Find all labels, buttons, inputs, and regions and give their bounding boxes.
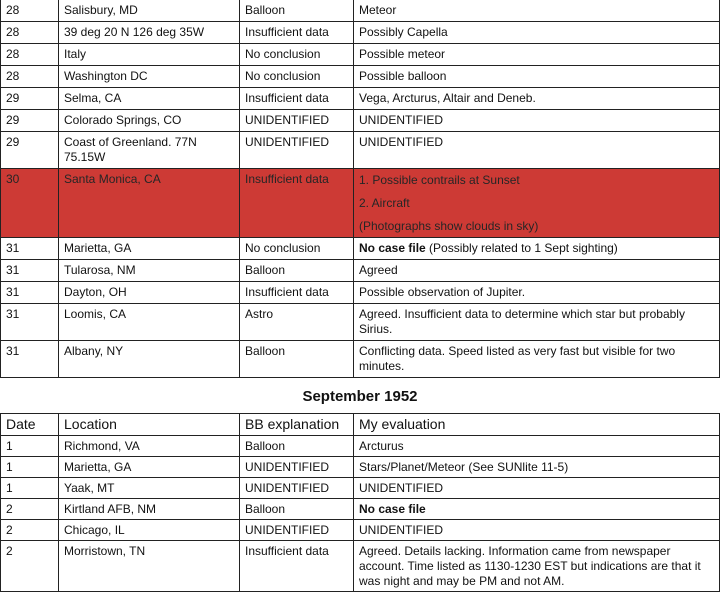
table-row (1, 88, 720, 110)
cell-bb-explanation: No conclusion (240, 238, 354, 260)
table-row (1, 260, 720, 282)
table-row (1, 457, 720, 478)
cell-date: 30 (1, 169, 59, 238)
cell-date: 2 (1, 520, 59, 541)
cell-location: Dayton, OH (59, 282, 240, 304)
cell-my-evaluation (354, 541, 720, 592)
evaluation-line: 1. Possible contrails at Sunset (359, 173, 520, 187)
cell-date: 28 (1, 0, 59, 22)
cell-my-evaluation (354, 0, 720, 22)
month-heading: September 1952 (302, 388, 418, 405)
cell-location: Chicago, IL (59, 520, 240, 541)
cell-date: 29 (1, 132, 59, 169)
evaluation-line: (Photographs show clouds in sky) (359, 219, 539, 233)
cell-location: Salisbury, MD (59, 0, 240, 22)
cell-date: 31 (1, 341, 59, 378)
cell-date: 1 (1, 457, 59, 478)
cell-my-evaluation (354, 436, 720, 457)
cell-date: 31 (1, 238, 59, 260)
cell-location: Kirtland AFB, NM (59, 499, 240, 520)
cell-my-evaluation (354, 238, 720, 260)
cell-bb-explanation: Balloon (240, 260, 354, 282)
cell-my-evaluation (354, 260, 720, 282)
cell-my-evaluation (354, 110, 720, 132)
cell-my-evaluation (354, 282, 720, 304)
cell-bb-explanation: No conclusion (240, 66, 354, 88)
cell-bb-explanation: Balloon (240, 0, 354, 22)
header-date: Date (1, 414, 59, 436)
evaluation-text: Possible observation of Jupiter. (359, 285, 526, 299)
cell-my-evaluation (354, 457, 720, 478)
cell-bb-explanation: No conclusion (240, 44, 354, 66)
table-row (1, 282, 720, 304)
cell-bb-explanation: Astro (240, 304, 354, 341)
evaluation-bold-text: No case file (359, 502, 426, 516)
table-row (1, 44, 720, 66)
cell-date: 29 (1, 110, 59, 132)
cell-location: Richmond, VA (59, 436, 240, 457)
evaluation-text: UNIDENTIFIED (359, 481, 443, 495)
evaluation-text: Possible balloon (359, 69, 447, 83)
cell-my-evaluation (354, 66, 720, 88)
cell-date: 31 (1, 304, 59, 341)
cell-bb-explanation: Balloon (240, 499, 354, 520)
header-bb-explanation: BB explanation (240, 414, 354, 436)
evaluation-text: UNIDENTIFIED (359, 523, 443, 537)
cell-bb-explanation: UNIDENTIFIED (240, 457, 354, 478)
evaluation-text: Agreed. Details lacking. Information came from newspaper account. Time listed as 1130-1230 EST but indications are that it was night and may be PM and not AM. (359, 544, 701, 588)
cell-location: Italy (59, 44, 240, 66)
cell-date: 28 (1, 66, 59, 88)
cell-location: Marietta, GA (59, 457, 240, 478)
evaluation-text: Possibly Capella (359, 25, 448, 39)
evaluation-line: 2. Aircraft (359, 196, 410, 210)
cell-my-evaluation (354, 341, 720, 378)
cell-bb-explanation: UNIDENTIFIED (240, 478, 354, 499)
cell-location: Yaak, MT (59, 478, 240, 499)
cell-date: 28 (1, 22, 59, 44)
table-row (1, 132, 720, 169)
table-row (1, 304, 720, 341)
cell-my-evaluation (354, 304, 720, 341)
september-sightings-table (0, 413, 720, 592)
cell-my-evaluation (354, 478, 720, 499)
cell-bb-explanation: UNIDENTIFIED (240, 520, 354, 541)
cell-my-evaluation (354, 520, 720, 541)
cell-bb-explanation: Insufficient data (240, 22, 354, 44)
evaluation-text: UNIDENTIFIED (359, 113, 443, 127)
cell-location: Selma, CA (59, 88, 240, 110)
cell-bb-explanation: Insufficient data (240, 88, 354, 110)
cell-date: 31 (1, 282, 59, 304)
evaluation-text: Arcturus (359, 439, 404, 453)
cell-location: Washington DC (59, 66, 240, 88)
cell-bb-explanation: Insufficient data (240, 169, 354, 238)
evaluation-text: UNIDENTIFIED (359, 135, 443, 149)
cell-my-evaluation (354, 88, 720, 110)
cell-location: Marietta, GA (59, 238, 240, 260)
table-row (1, 169, 720, 238)
cell-my-evaluation (354, 169, 720, 238)
cell-date: 28 (1, 44, 59, 66)
evaluation-text: Vega, Arcturus, Altair and Deneb. (359, 91, 536, 105)
evaluation-bold-text: No case file (359, 241, 426, 255)
cell-my-evaluation (354, 132, 720, 169)
table-row (1, 541, 720, 592)
evaluation-text: Meteor (359, 3, 397, 17)
cell-my-evaluation (354, 44, 720, 66)
evaluation-text: Agreed (359, 263, 398, 277)
cell-my-evaluation (354, 499, 720, 520)
evaluation-text: Stars/Planet/Meteor (See SUNlite 11-5) (359, 460, 569, 474)
evaluation-text: (Possibly related to 1 Sept sighting) (425, 241, 618, 255)
header-location: Location (59, 414, 240, 436)
cell-bb-explanation: Insufficient data (240, 541, 354, 592)
table-header-row (1, 414, 720, 436)
cell-location: Albany, NY (59, 341, 240, 378)
cell-bb-explanation: Balloon (240, 341, 354, 378)
cell-location: Tularosa, NM (59, 260, 240, 282)
evaluation-text: Conflicting data. Speed listed as very fast but visible for two minutes. (359, 344, 676, 373)
table-row (1, 0, 720, 22)
cell-location: Coast of Greenland. 77N 75.15W (59, 132, 240, 169)
cell-date: 1 (1, 478, 59, 499)
cell-location: Morristown, TN (59, 541, 240, 592)
cell-date: 31 (1, 260, 59, 282)
cell-location: Loomis, CA (59, 304, 240, 341)
table-row (1, 238, 720, 260)
header-my-evaluation: My evaluation (354, 414, 720, 436)
table-row (1, 499, 720, 520)
cell-date: 2 (1, 541, 59, 592)
cell-my-evaluation (354, 22, 720, 44)
table-row (1, 436, 720, 457)
cell-date: 1 (1, 436, 59, 457)
table-row (1, 22, 720, 44)
table-row (1, 110, 720, 132)
table-row (1, 341, 720, 378)
table-row (1, 478, 720, 499)
evaluation-text: Agreed. Insufficient data to determine which star but probably Sirius. (359, 307, 685, 336)
table-row (1, 520, 720, 541)
cell-bb-explanation: Balloon (240, 436, 354, 457)
cell-bb-explanation: UNIDENTIFIED (240, 132, 354, 169)
cell-location: 39 deg 20 N 126 deg 35W (59, 22, 240, 44)
evaluation-text: Possible meteor (359, 47, 446, 61)
cell-date: 29 (1, 88, 59, 110)
cell-location: Colorado Springs, CO (59, 110, 240, 132)
cell-bb-explanation: UNIDENTIFIED (240, 110, 354, 132)
table-row (1, 66, 720, 88)
cell-bb-explanation: Insufficient data (240, 282, 354, 304)
cell-location: Santa Monica, CA (59, 169, 240, 238)
cell-date: 2 (1, 499, 59, 520)
